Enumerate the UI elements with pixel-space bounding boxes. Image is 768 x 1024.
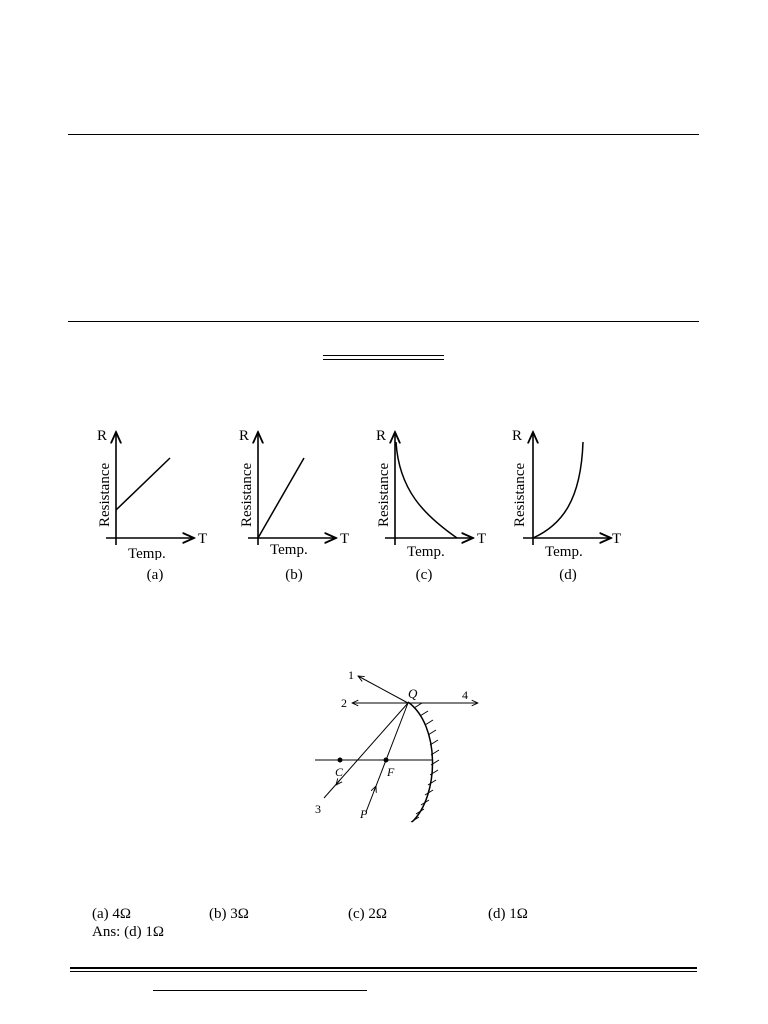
x-axis-label: Temp. [407,544,445,560]
middle-rule [68,321,699,322]
concave-mirror-diagram [300,660,500,830]
y-axis-label: Resistance [239,462,255,527]
point-c-label: C [335,765,344,779]
title-double-rule-lower [323,359,444,360]
x-axis-label: Temp. [270,542,308,558]
point-f-dot [384,758,389,763]
option-d: (d) 1Ω [488,906,528,922]
ray-1-label: 1 [348,668,354,682]
graph-a [90,420,220,560]
ray-1 [358,676,408,703]
ray-4-label: 4 [462,688,468,702]
x-axis-letter: T [198,531,208,547]
mirror-surface [408,702,433,822]
point-f-label: F [387,765,395,779]
y-axis-letter: R [97,428,108,444]
title-double-rule-upper [323,355,444,356]
graph-d [507,420,637,560]
ray-3-arrow [336,780,340,785]
ray-p-arrow [374,786,376,791]
option-a: (a) 4Ω [92,906,132,922]
graph-d-caption: (d) [559,567,577,583]
y-axis-label: Resistance [376,462,392,527]
resistance-curve [533,442,583,538]
resistance-curve [258,458,304,538]
graph-a-caption: (a) [146,567,164,583]
y-axis-label: Resistance [512,462,528,527]
x-axis-letter: T [612,531,622,547]
option-b: (b) 3Ω [209,906,249,922]
ray-p [366,703,408,812]
y-axis-label: Resistance [97,462,113,527]
option-c: (c) 2Ω [348,906,388,922]
ray-2-label: 2 [341,696,347,710]
resistance-curve [396,442,457,538]
x-axis-label: Temp. [545,544,583,560]
point-p-label: P [360,807,368,821]
footer-short-rule [153,990,367,991]
graph-b [232,420,362,560]
x-axis-letter: T [340,531,350,547]
graph-b-caption: (b) [285,567,303,583]
x-axis-letter: T [477,531,487,547]
y-axis-letter: R [376,428,387,444]
y-axis-letter: R [512,428,523,444]
footer-rule-upper [70,967,697,969]
resistance-curve [116,458,170,510]
graph-c-caption: (c) [415,567,433,583]
y-axis-letter: R [239,428,250,444]
answer-line: Ans: (d) 1Ω [92,924,164,940]
ray-3-label: 3 [315,802,321,816]
graph-c [369,420,499,560]
footer-rule-lower [70,971,697,972]
x-axis-label: Temp. [128,546,166,560]
point-c-dot [338,758,343,763]
point-q-label: Q [408,686,418,701]
top-rule [68,134,699,135]
